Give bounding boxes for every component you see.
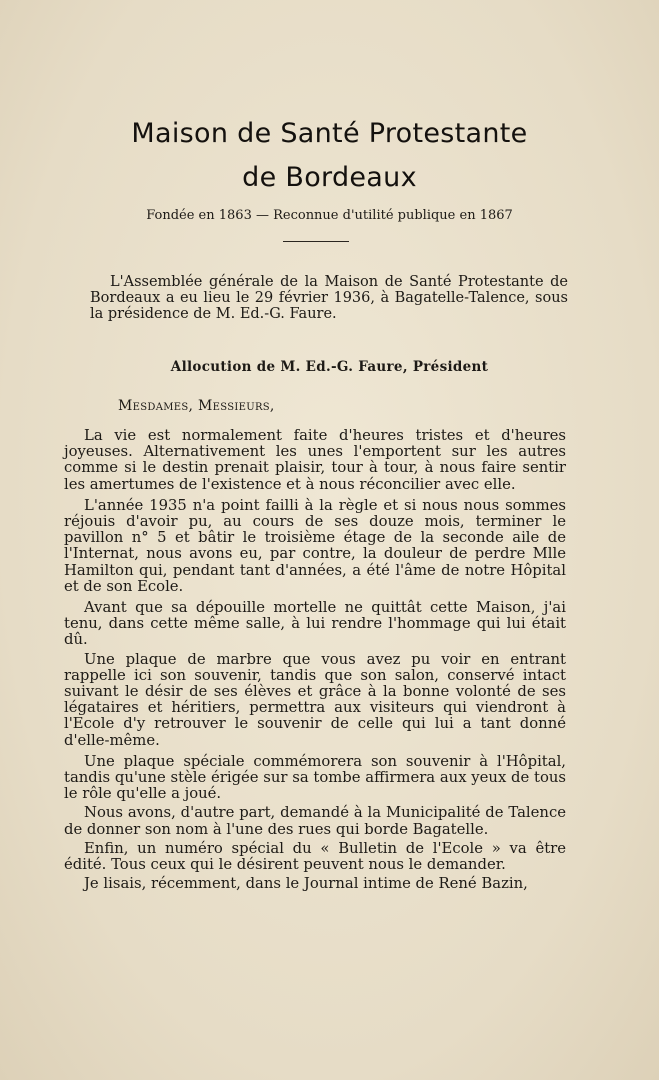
- speech-paragraph: Avant que sa dépouille mortelle ne quittât cette Maison, j'ai tenu, dans cette même salle, à lui rendre l'hommage qui lui était dû.: [64, 599, 566, 649]
- speech-paragraph: Une plaque de marbre que vous avez pu voir en entrant rappelle ici son souvenir, tandis que son salon, conservé intact suivant le désir de ses élèves et grâce à la bonne volonté de ses légataires et héritiers, permettra aux visiteurs qui viendront à l'Ecole d'y retrouver le souvenir de celle qui lui a tant donné d'elle-même.: [64, 650, 566, 749]
- intro-paragraph: [90, 274, 568, 322]
- speech-paragraph: Enfin, un numéro spécial du « Bulletin de l'Ecole » va être édité. Tous ceux qui le désirent peuvent nous le demander.: [64, 839, 566, 874]
- document-title-line2: de Bordeaux: [242, 162, 417, 193]
- speech-salutation: Mesdames, Messieurs,: [118, 398, 275, 414]
- title-divider: [283, 241, 349, 242]
- speech-body: [64, 428, 566, 897]
- document-title-line1: Maison de Santé Protestante: [131, 118, 528, 149]
- document-subtitle: Fondée en 1863 — Reconnue d'utilité publique en 1867: [146, 208, 513, 223]
- speech-paragraph: L'année 1935 n'a point failli à la règle et si nous nous sommes réjouis d'avoir pu, au cours de ses douze mois, terminer le pavillon n° 5 et bâtir le troisième étage de la seconde aile de l'Internat, nous avons eu, par contre, la douleur de perdre Mlle Hamilton qui, pendant tant d'années, a été l'âme de notre Hôpital et de son Ecole.: [64, 496, 566, 595]
- speech-paragraph: Nous avons, d'autre part, demandé à la Municipalité de Talence de donner son nom à l'une des rues qui borde Bagatelle.: [64, 804, 566, 838]
- intro-text: L'Assemblée générale de la Maison de Santé Protestante de Bordeaux a eu lieu le 29 février 1936, à Bagatelle-Talence, sous la présidence de M. Ed.-G. Faure.: [90, 274, 568, 322]
- speech-paragraph: Une plaque spéciale commémorera son souvenir à l'Hôpital, tandis qu'une stèle érigée sur sa tombe affirmera aux yeux de tous le rôle qu'elle a joué.: [64, 752, 566, 803]
- speech-heading: Allocution de M. Ed.-G. Faure, Président: [170, 359, 489, 375]
- speech-paragraph: La vie est normalement faite d'heures tristes et d'heures joyeuses. Alternativement les unes l'emportent sur les autres comme si le destin prenait plaisir, tour à tour, à nous faire sentir les amertumes de l'existence et à nous réconcilier avec elle.: [64, 427, 566, 493]
- speech-paragraph: Je lisais, récemment, dans le Journal intime de René Bazin,: [84, 875, 528, 893]
